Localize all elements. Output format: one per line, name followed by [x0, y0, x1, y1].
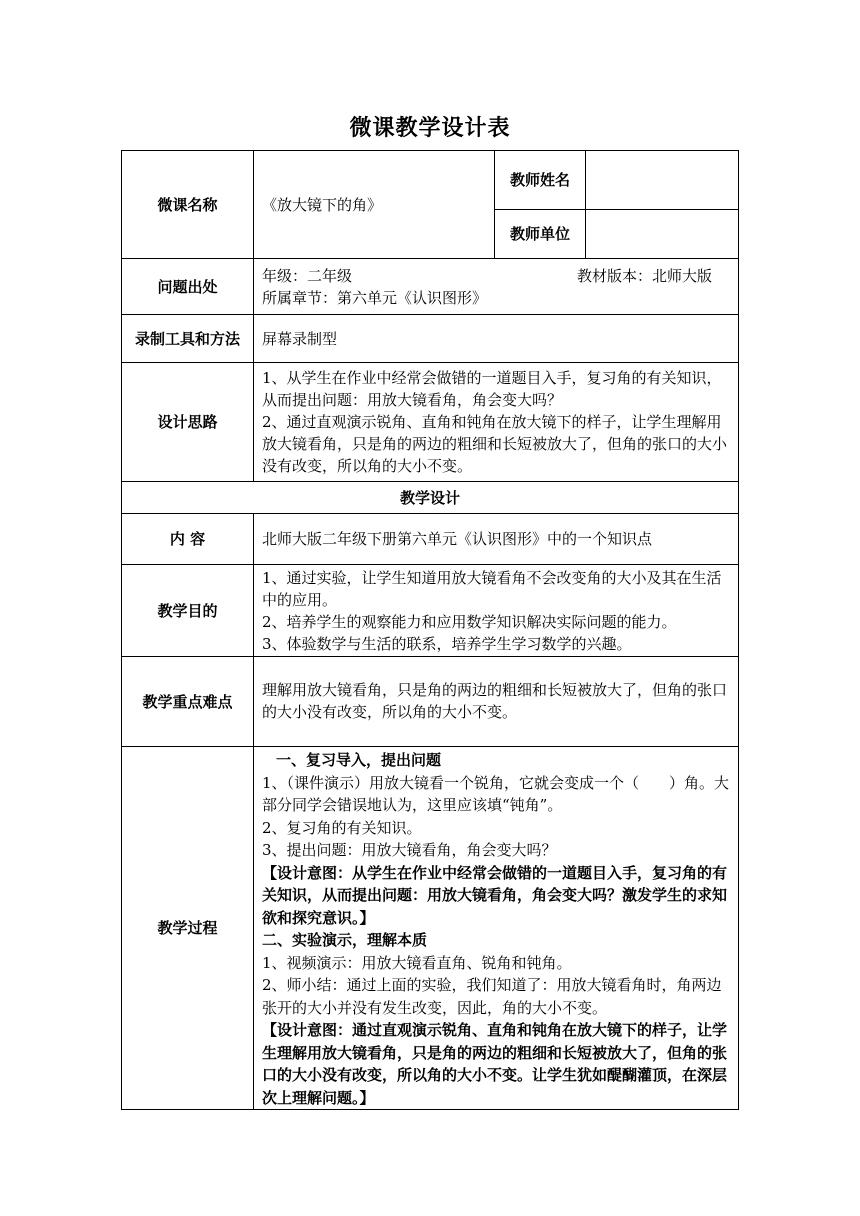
goal-paragraph-3: 3、体验数学与生活的联系，培养学生学习数学的兴趣。: [262, 634, 632, 653]
idea-paragraph-2: 2、通过直观演示锐角、直角和钝角在放大镜下的样子，让学生理解用放大镜看角，只是角的两边的粗细和长短被放大了，但角的张口的大小没有改变，所以角的大小不变。: [262, 413, 728, 475]
teacher-unit-label: 教师单位: [495, 210, 586, 259]
idea-value: [254, 363, 739, 482]
content-value: 北师大版二年级下册第六单元《认识图形》中的一个知识点: [254, 514, 739, 565]
process-paragraph-1: 1、（课件演示）用放大镜看一个锐角，它就会变成一个（ ）角。大部分同学会错误地认为，这里应该填“钝角”。: [262, 773, 730, 814]
goal-label: 教学目的: [122, 565, 254, 657]
issue-label: 问题出处: [122, 259, 254, 315]
process-intent-2: 【设计意图：通过直观演示锐角、直角和钝角在放大镜下的样子，让学生理解用放大镜看角，只是角的两边的粗细和长短被放大了，但角的张口的大小没有改变，所以角的大小不变。让学生犹如醍醐灌顶，在深层次上理解问题。】: [262, 1021, 728, 1107]
process-paragraph-5: 2、师小结：通过上面的实验，我们知道了：用放大镜看角时，角两边张开的大小并没有发生改变，因此，角的大小不变。: [262, 976, 722, 1017]
course-name-value: 《放大镜下的角》: [254, 151, 495, 259]
process-heading-1: 一、复习导入，提出问题: [276, 751, 442, 769]
process-label: 教学过程: [122, 747, 254, 1110]
edition-text: 教材版本：北师大版: [576, 266, 712, 285]
process-paragraph-4: 1、视频演示：用放大镜看直角、锐角和钝角。: [262, 953, 572, 972]
idea-label: 设计思路: [122, 363, 254, 482]
goal-paragraph-2: 2、培养学生的观察能力和应用数学知识解决实际问题的能力。: [262, 612, 677, 631]
chapter-text: 所属章节：第六单元《认识图形》: [262, 288, 488, 307]
course-name-label: 微课名称: [122, 151, 254, 259]
teacher-unit-value: [586, 210, 739, 259]
process-paragraph-2: 2、复习角的有关知识。: [262, 818, 422, 837]
process-paragraph-3: 3、提出问题：用放大镜看角，角会变大吗？: [262, 841, 557, 859]
goal-paragraph-1: 1、通过实验，让学生知道用放大镜看角不会改变角的大小及其在生活中的应用。: [262, 568, 722, 609]
grade-text: 年级：二年级: [262, 266, 353, 285]
section-header: 教学设计: [122, 482, 739, 514]
issue-value: [254, 259, 739, 315]
key-label: 教学重点难点: [122, 657, 254, 747]
tool-label: 录制工具和方法: [122, 315, 254, 363]
page-title: 微课教学设计表: [349, 116, 511, 141]
tool-value: 屏幕录制型: [254, 315, 739, 363]
goal-value: [254, 565, 739, 657]
idea-paragraph-1: 1、从学生在作业中经常会做错的一道题目入手，复习角的有关知识，从而提出问题：用放大镜看角，角会变大吗？: [262, 369, 722, 409]
process-intent-1: 【设计意图：从学生在作业中经常会做错的一道题目入手，复习角的有关知识，从而提出问题：用放大镜看角，角会变大吗？激发学生的求知欲和探究意识。】: [262, 863, 728, 927]
teacher-name-value: [586, 151, 739, 210]
design-table: [121, 150, 739, 1110]
content-label: 内 容: [122, 514, 254, 565]
process-value: [254, 747, 739, 1110]
key-value: 理解用放大镜看角，只是角的两边的粗细和长短被放大了，但角的张口的大小没有改变，所以角的大小不变。: [254, 657, 739, 747]
process-heading-2: 二、实验演示，理解本质: [262, 931, 428, 949]
teacher-name-label: 教师姓名: [495, 151, 586, 210]
